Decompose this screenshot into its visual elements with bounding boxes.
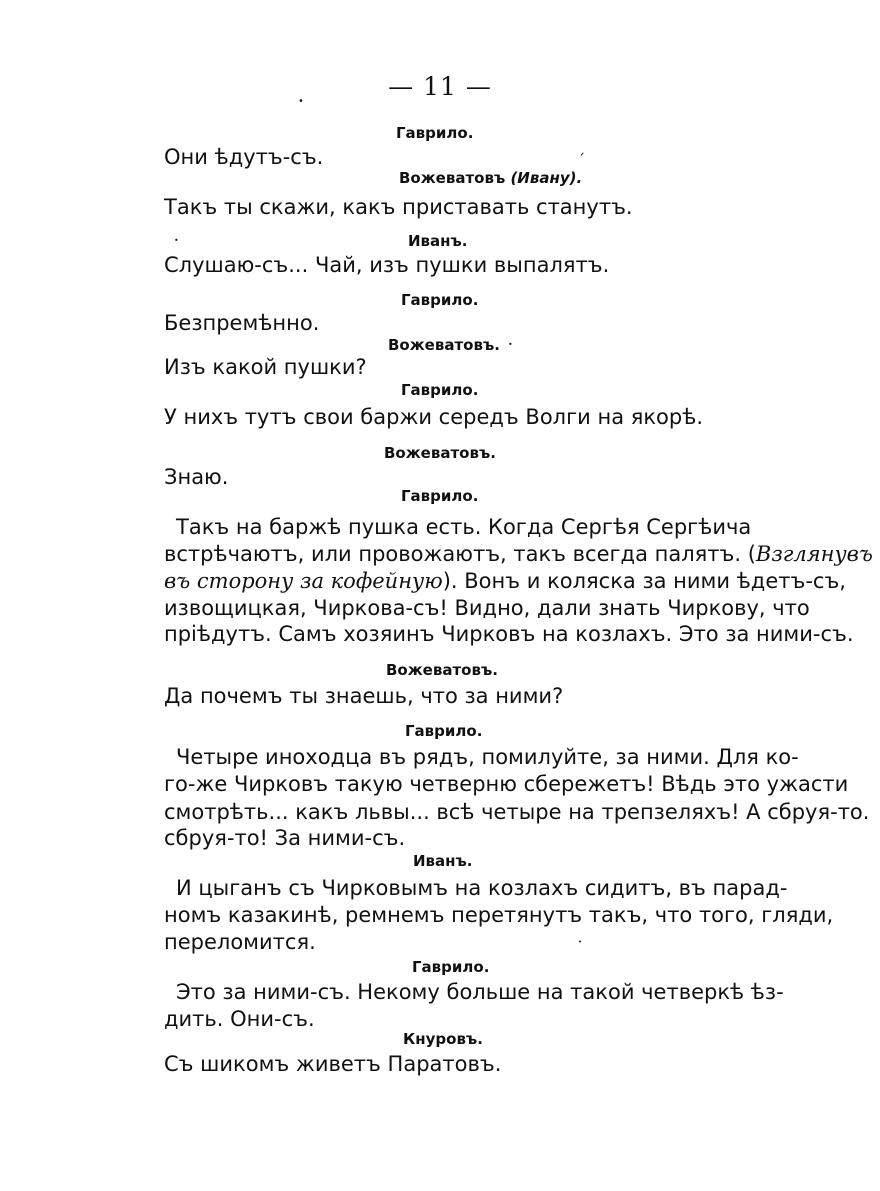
dialogue-line: Такъ ты скажи, какъ приставать станутъ. xyxy=(164,195,633,219)
page-number: — 11 — xyxy=(388,72,492,101)
scan-speck: • xyxy=(174,236,179,245)
dialogue-line: У нихъ тутъ свои баржи середъ Волги на якорѣ. xyxy=(164,405,704,429)
dialogue-line: сбруя-то! За ними-съ. xyxy=(164,826,406,850)
dialogue-text: ). Вонъ и коляска за ними ѣдетъ-съ, xyxy=(442,569,846,593)
stage-direction: (Ивану). xyxy=(510,169,583,187)
speaker-heading: Иванъ. xyxy=(413,852,473,870)
dialogue-line: Четыре иноходца въ рядъ, помилуйте, за ними. Для ко- xyxy=(176,745,799,769)
dialogue-line: пріѣдутъ. Самъ хозяинъ Чирковъ на козлахъ. Это за ними-съ. xyxy=(164,622,854,646)
dialogue-line: Безпремѣнно. xyxy=(164,311,320,335)
speaker-name: Вожеватовъ xyxy=(399,169,506,187)
stage-direction: въ сторону за кофейную xyxy=(164,569,443,593)
scan-speck: • xyxy=(298,96,304,107)
speaker-heading xyxy=(399,169,582,187)
dialogue-line: И цыганъ съ Чирковымъ на козлахъ сидитъ, въ парад- xyxy=(176,876,788,900)
dialogue-line: смотрѣть... какъ львы... всѣ четыре на трепзеляхъ! А сбруя-то. xyxy=(164,800,870,824)
dialogue-line: го-же Чирковъ такую четверню сбережетъ! Вѣдь это ужасти xyxy=(164,772,849,796)
dialogue-line: Изъ какой пушки? xyxy=(164,355,367,379)
dialogue-line: Такъ на баржѣ пушка есть. Когда Сергѣя Сергѣича xyxy=(176,515,752,539)
dialogue-line: Да почемъ ты знаешь, что за ними? xyxy=(164,684,564,708)
dialogue-line: переломится. xyxy=(164,930,316,954)
speaker-heading: Гаврило. xyxy=(401,291,479,309)
scan-speck: • xyxy=(578,938,583,946)
dialogue-line: номъ казакинѣ, ремнемъ перетянутъ такъ, что того, гляди, xyxy=(164,903,834,927)
dialogue-text: встрѣчаютъ, или провожаютъ, такъ всегда палятъ. ( xyxy=(164,542,756,566)
speaker-heading: Гаврило. xyxy=(412,958,490,976)
scan-speck: • xyxy=(508,340,513,349)
speaker-heading: Вожеватовъ. xyxy=(388,336,500,354)
dialogue-line: Слушаю-съ... Чай, изъ пушки выпалятъ. xyxy=(164,253,610,277)
speaker-heading: Кнуровъ. xyxy=(403,1030,483,1048)
speaker-heading: Вожеватовъ. xyxy=(384,444,496,462)
dialogue-line: Они ѣдутъ-съ. xyxy=(164,145,324,169)
dialogue-line: извощицкая, Чиркова-съ! Видно, дали знать Чиркову, что xyxy=(164,596,810,620)
dialogue-line: Съ шикомъ живетъ Паратовъ. xyxy=(164,1052,502,1076)
scan-speck: ˏ xyxy=(578,140,585,156)
dialogue-line xyxy=(164,567,846,595)
speaker-heading: Гаврило. xyxy=(401,381,479,399)
speaker-heading: Гаврило. xyxy=(401,487,479,505)
speaker-heading: Иванъ. xyxy=(408,232,468,250)
dialogue-line: Это за ними-съ. Некому больше на такой четверкѣ ѣз- xyxy=(176,980,784,1004)
speaker-heading: Гаврило. xyxy=(396,124,474,142)
dialogue-line: дить. Они-съ. xyxy=(164,1007,315,1031)
speaker-heading: Вожеватовъ. xyxy=(386,661,498,679)
dialogue-line xyxy=(164,540,873,568)
stage-direction: Взглянувъ xyxy=(755,542,873,566)
speaker-heading: Гаврило. xyxy=(405,722,483,740)
dialogue-line: Знаю. xyxy=(164,465,229,489)
